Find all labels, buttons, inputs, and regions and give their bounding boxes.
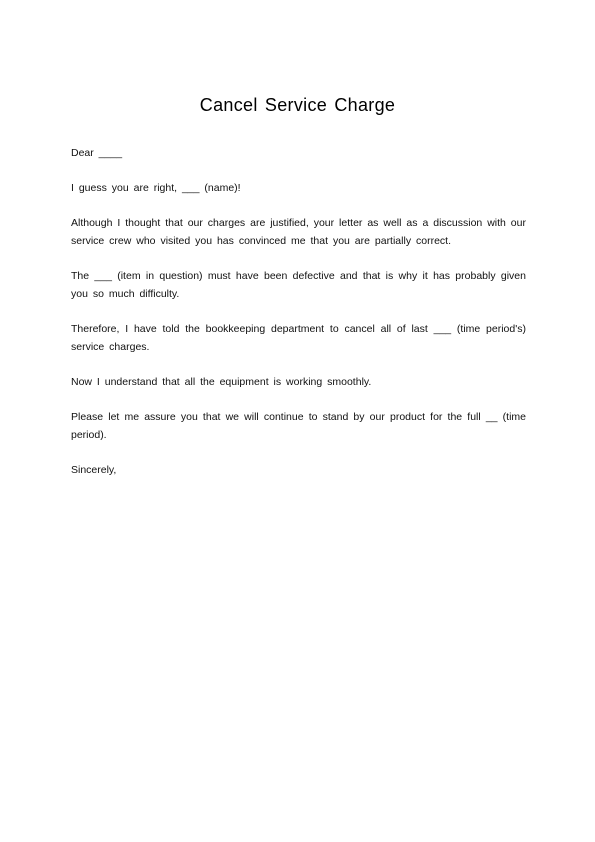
- document-title: Cancel Service Charge: [199, 95, 396, 115]
- paragraph-4: Therefore, I have told the bookkeeping department to cancel all of last ___ (time period's) service charges.: [71, 323, 526, 353]
- greeting: Dear ____: [71, 147, 123, 159]
- letter-body: [71, 144, 526, 496]
- closing: Sincerely,: [71, 464, 117, 476]
- paragraph-5: Now I understand that all the equipment is working smoothly.: [71, 376, 372, 388]
- paragraph-6: Please let me assure you that we will continue to stand by our product for the full __ (time period).: [71, 411, 526, 441]
- paragraph-3: The ___ (item in question) must have been defective and that is why it has probably given you so much difficulty.: [71, 270, 526, 300]
- paragraph-2: Although I thought that our charges are justified, your letter as well as a discussion with our service crew who visited you has convinced me that you are partially correct.: [71, 217, 526, 247]
- paragraph-1: I guess you are right, ___ (name)!: [71, 182, 241, 194]
